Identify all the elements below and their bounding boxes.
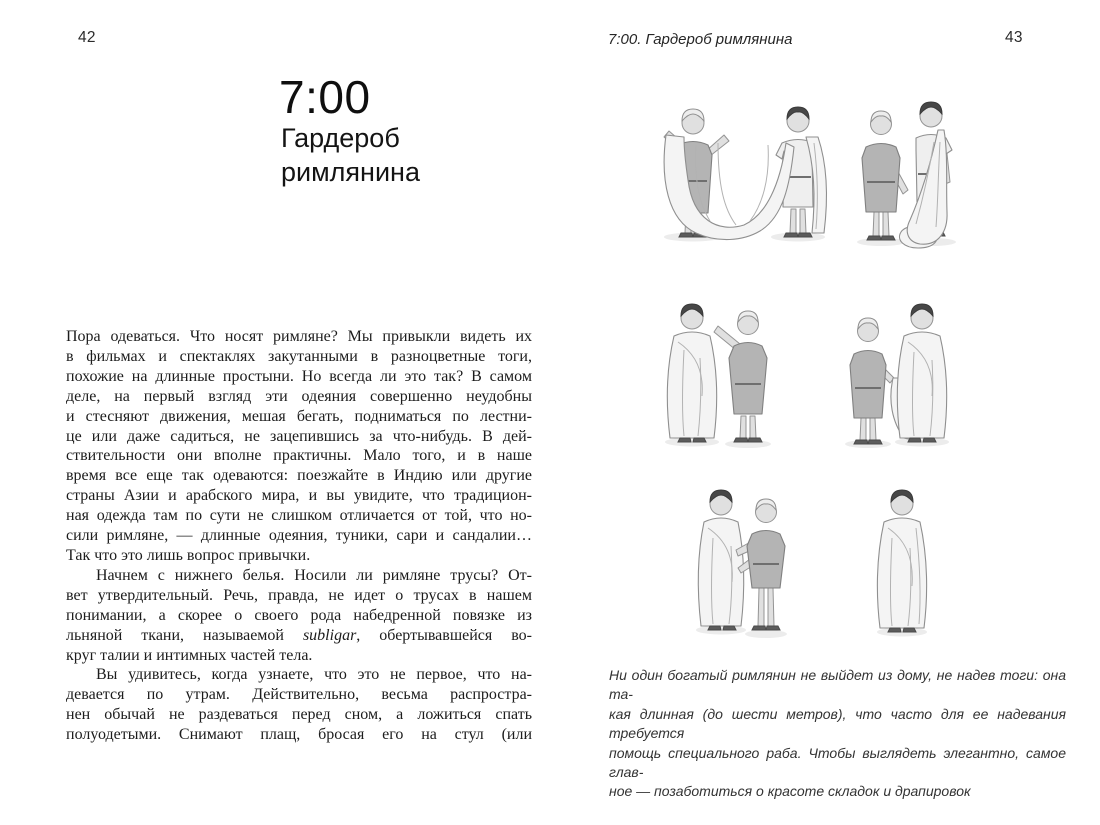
text-line: понимании, а скорее о своего рода набедренной повязке из — [66, 606, 532, 624]
toga-illustration-step-1 — [648, 85, 838, 250]
text-line: круг талии и интимных частей тела. — [66, 646, 313, 664]
text-line: время все еще так одеваются: поезжайте в Индию или другие — [66, 467, 532, 485]
toga-illustration-step-5 — [686, 472, 798, 642]
chapter-title-line-1: Гардероб — [281, 123, 400, 153]
text-line: сили римляне, — длинные одеяния, туники, сари и сандалии… — [66, 527, 532, 545]
text-line: помощь специального раба. Чтобы выглядеть элегантно, самое глав- — [609, 744, 1066, 781]
paragraph — [66, 665, 532, 745]
text-line: девается по утрам. Действительно, весьма распростра- — [66, 686, 532, 704]
text-line: похожие на длинные простыни. Но всегда ли это так? В самом — [66, 367, 532, 385]
chapter-title — [281, 122, 420, 189]
text-line: льняной ткани, называемой subligar, обертывавшейся во- — [66, 626, 533, 644]
text-line: Вы удивитесь, когда узнаете, что это не первое, что на- — [96, 666, 532, 684]
running-header: 7:00. Гардероб римлянина — [608, 31, 793, 48]
text-line: нен обычай не раздеваться перед сном, а ложиться спать — [66, 706, 532, 724]
page-number-right: 43 — [1005, 29, 1023, 46]
text-line: ное — позаботиться о красоте складок и драпировок — [609, 783, 971, 800]
page-number-left: 42 — [78, 29, 96, 46]
toga-illustration-step-6 — [858, 474, 946, 642]
text-line: Пора одеваться. Что носят римляне? Мы привыкли видеть их — [66, 328, 532, 345]
toga-illustration-step-2 — [846, 82, 971, 252]
text-line: вет утвердительный. Речь, правда, не идет о трусах в нашем — [66, 586, 532, 604]
chapter-time-heading: 7:00 — [279, 71, 371, 123]
toga-illustration-step-4 — [836, 290, 964, 453]
text-line: полуодетыми. Снимают плащ, бросая его на стул (или — [66, 726, 532, 744]
text-line: це или даже садиться, не зацепившись за что-нибудь. В дей- — [66, 427, 532, 445]
text-line: ная одежда там по сути не слишком отличается от той, что но- — [66, 507, 532, 525]
paragraph — [66, 566, 532, 666]
paragraph — [66, 327, 532, 566]
text-line: в фильмах и спектаклях закутанными в разноцветные тоги, — [66, 347, 532, 365]
text-line: ствительности они вполне практичны. Мало того, и в наше — [66, 447, 532, 465]
text-line: Ни один богатый римлянин не выйдет из дому, не надев тоги: она та- — [609, 667, 1066, 703]
text-line: Так что это лишь вопрос привычки. — [66, 546, 311, 564]
paragraph — [609, 666, 1066, 802]
body-text — [66, 327, 532, 745]
chapter-title-line-2: римлянина — [281, 156, 420, 187]
text-line: кая длинная (до шести метров), что часто для ее надевания требуется — [609, 705, 1066, 742]
text-line: Начнем с нижнего белья. Носили ли римляне трусы? От- — [96, 566, 532, 584]
text-line: страны Азии и арабского мира, и вы увидите, что традицион- — [66, 487, 532, 505]
text-line: и стесняют движения, мешая бегать, подниматься по лестни- — [66, 407, 532, 425]
text-line: деле, на первый взгляд эти одеяния совершенно неудобны — [66, 387, 532, 405]
toga-illustration-step-3 — [650, 288, 790, 453]
illustration-caption — [609, 666, 1066, 802]
